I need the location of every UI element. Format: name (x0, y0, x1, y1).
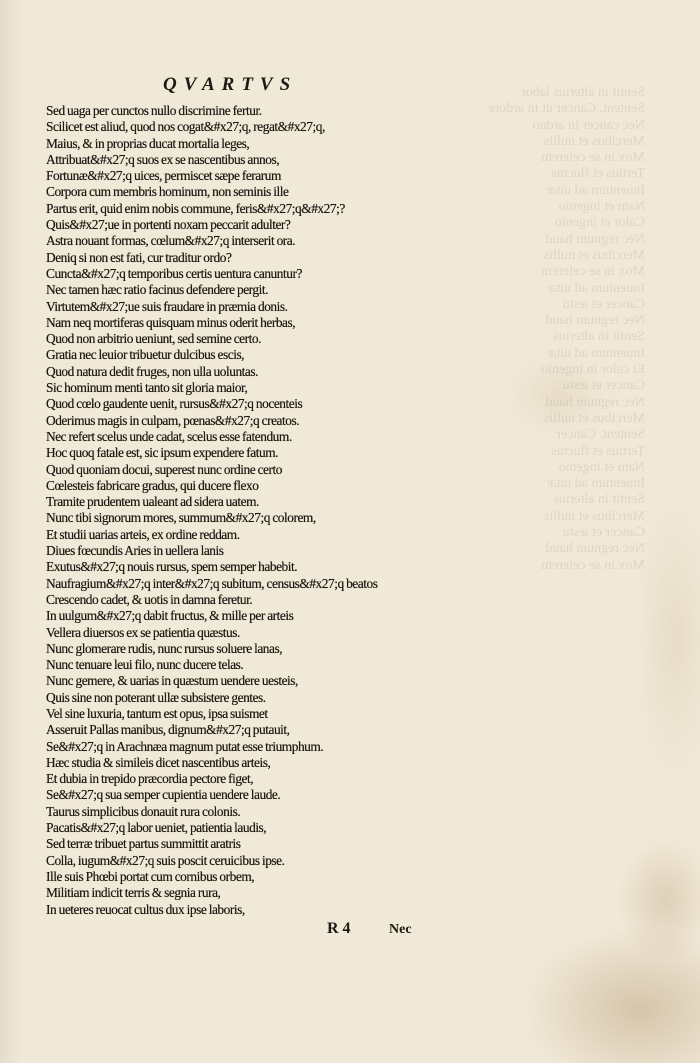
verse-line: Diues fœcundis Aries in uellera lanis (46, 543, 224, 560)
verse-line: Quod quoniam docui, superest nunc ordine certo (46, 461, 282, 478)
verse-line: Cuncta&#x27;q temporibus certis uentura canuntur? (46, 265, 302, 282)
verse-line: Asseruit Pallas manibus, dignum&#x27;q putauit, (46, 722, 290, 739)
verse-line: Hoc quoq fatale est, sic ipsum expendere fatum. (46, 445, 279, 462)
verse-line: Vel sine luxuria, tantum est opus, ipsa suismet (46, 705, 268, 722)
verse-line: Corpora cum membris hominum, non seminis ille (46, 184, 289, 201)
show-through-text: Sentit in alterius labor Sentent. Cancer ut in ardore Nec cancer in arduo Mercibus et nullis Mox in se celerem Tertius et fluctus Inuentum ad uitæ Nam et ingenio Calor et ingenio Nec regnum haud Mercibus et nullis Mox in se celerem Inuentum ad uitæ Cancer et æstu Nec regnum haud Sentit in alterius Inuentum ad uitæ Et calor in ingenio Cancer et æstu Nec regnum haud Mercibus et nullis Sentent. Cancer Tertius et fluctus Nam et ingenio Inuentum ad uitæ Sentit in alterius Mercibus et nullis Cancer et æstu Nec regnum haud Mox in se celerem (488, 85, 645, 573)
verse-line: Naufragium&#x27;q inter&#x27;q subitum, census&#x27;q beatos (46, 575, 378, 592)
verse-line: Vellera diuersos ex se patientia quæstus. (46, 624, 240, 641)
running-head: QVARTVS (163, 74, 298, 95)
verse-line: Nunc tibi signorum mores, summum&#x27;q colorem, (46, 510, 316, 527)
verse-line: Nec tamen hæc ratio facinus defendere pergit. (46, 282, 269, 299)
verse-line: Hæc studia & simileis dicet nascentibus arteis, (46, 754, 271, 771)
verse-line: Colla, iugum&#x27;q suis poscit ceruicibus ipse. (46, 852, 285, 869)
verse-line: Oderimus magis in culpam, pœnas&#x27;q creatos. (46, 412, 300, 429)
verse-line: Quis&#x27;ue in portenti noxam peccarit adulter? (46, 217, 291, 234)
verse-line: In uulgum&#x27;q dabit fructus, & mille per arteis (46, 608, 294, 625)
verse-line: Ille suis Phœbi portat cum cornibus orbem, (46, 868, 255, 885)
verse-line: Et dubia in trepido præcordia pectore figet, (46, 771, 254, 788)
verse-line: Exutus&#x27;q nouis rursus, spem semper habebit. (46, 559, 298, 576)
signature-mark: R 4 (327, 920, 351, 937)
verse-line: Taurus simplicibus donauit rura colonis. (46, 803, 241, 820)
verse-line: Se&#x27;q in Arachnæa magnum putat esse triumphum. (46, 738, 324, 755)
verse-line: Virtutem&#x27;ue suis fraudare in præmia donis. (46, 298, 288, 315)
verse-line: Deniq si non est fati, cur traditur ordo? (46, 249, 232, 266)
verse-line: Tramite prudentem ualeant ad sidera uatem. (46, 494, 259, 511)
verse-line: Partus erit, quid enim nobis commune, feris&#x27;q&#x27;? (46, 200, 345, 217)
verse-line: Nunc tenuare leui filo, nunc ducere telas. (46, 657, 244, 674)
verse-line: Pacatis&#x27;q labor ueniet, patientia laudis, (46, 820, 267, 837)
verse-line: Crescendo cadet, & uotis in damna feretur. (46, 591, 253, 608)
verse-line: Scilicet est aliud, quod nos cogat&#x27;q, regat&#x27;q, (46, 119, 325, 136)
verse-line: Nunc glomerare rudis, nunc rursus soluere lanas, (46, 640, 283, 657)
verse-line: Et studii uarias arteis, ex ordine reddam. (46, 526, 240, 543)
verse-line: Maius, & in proprias ducat mortalia leges, (46, 135, 250, 152)
catchword: Nec (389, 922, 412, 937)
verse-line: Sed uaga per cunctos nullo discrimine fertur. (46, 103, 262, 119)
verse-line: Nam neq mortiferas quisquam minus oderit herbas, (46, 314, 296, 331)
verse-line: Sed terræ tribuet partus summittit aratris (46, 836, 241, 853)
verse-line: Quis sine non poterant ullæ subsistere gentes. (46, 689, 266, 706)
verse-line: In ueteres reuocat cultus dux ipse laboris, (46, 901, 245, 918)
verse-line: Quod non arbitrio ueniunt, sed semine certo. (46, 331, 261, 348)
verse-column (46, 103, 378, 925)
verse-line: Fortunæ&#x27;q uices, permiscet sæpe ferarum (46, 168, 281, 185)
verse-line: Militiam indicit terris & segnia rura, (46, 885, 221, 902)
verse-line: Se&#x27;q sua semper cupientia uendere laude. (46, 787, 281, 804)
verse-line: Astra nouant formas, cœlum&#x27;q interserit ora. (46, 233, 296, 250)
verse-line: Nunc gemere, & uarias in quæstum uendere uesteis, (46, 673, 298, 690)
verse-line: Cœlesteis fabricare gradus, qui ducere flexo (46, 477, 259, 494)
verse-line: Gratia nec leuior tribuetur dulcibus escis, (46, 347, 245, 364)
verse-line: Quod cœlo gaudente uenit, rursus&#x27;q nocenteis (46, 396, 303, 413)
verse-line: Quod natura dedit fruges, non ulla uoluntas. (46, 363, 258, 380)
verse-line: Nec refert scelus unde cadat, scelus esse fatendum. (46, 428, 292, 445)
verse-line: Sic hominum menti tanto sit gloria maior, (46, 380, 248, 397)
verse-line: Attribuat&#x27;q suos ex se nascentibus annos, (46, 151, 280, 168)
